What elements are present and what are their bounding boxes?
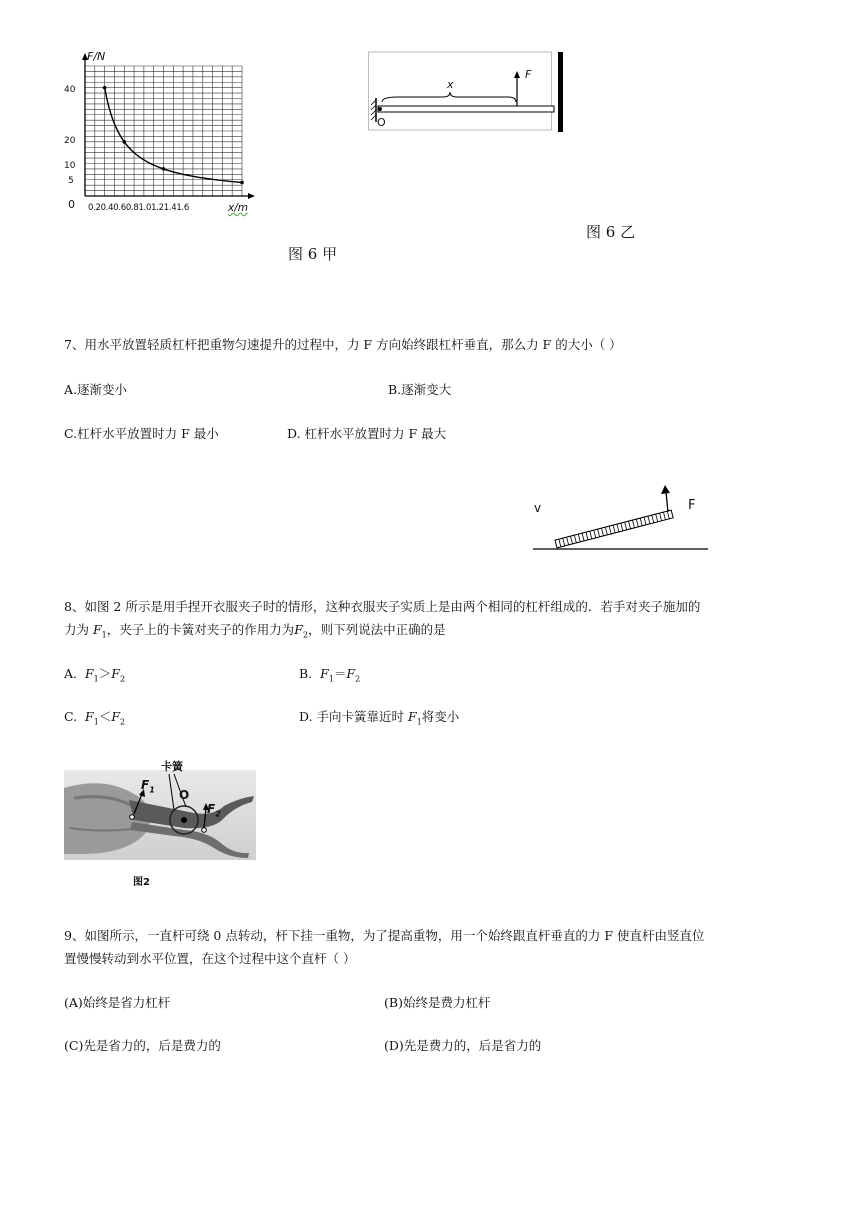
q8-option-a: A. $F_1>F_2$ — [64, 666, 126, 684]
figure-6a-caption: 图 6 甲 — [288, 245, 338, 263]
spring-label: 卡簧 — [161, 760, 183, 773]
distance-label: x — [447, 78, 454, 91]
q8-option-d: D. 手向卡簧靠近时 $F_1$将变小 — [299, 709, 460, 727]
pivot-o — [181, 817, 187, 823]
lever-diagram — [368, 50, 568, 135]
v-label: v — [534, 501, 542, 515]
q9-option-c: (C)先是省力的，后是费力的 — [64, 1038, 221, 1053]
force-arrow-head — [514, 71, 520, 78]
figure-6a — [60, 48, 280, 223]
incline-figure — [528, 480, 718, 555]
lever-bar — [378, 106, 554, 112]
clothespin-photo — [64, 758, 256, 860]
q7-option-c: C.杠杆水平放置时力 F 最小 — [64, 426, 219, 441]
pivot-label: O — [377, 116, 386, 129]
x-axis-label: x/m — [228, 202, 248, 214]
force-label: F — [525, 68, 532, 81]
q7-option-d: D. 杠杆水平放置时力 F 最大 — [287, 426, 447, 441]
x-axis-arrow — [248, 193, 255, 199]
question-9-stem-line2: 置慢慢转动到水平位置，在这个过程中这个直杆（ ） — [64, 951, 356, 966]
origin-label: 0 — [68, 198, 75, 211]
question-8-stem-line1: 8、如图 2 所示是用手捏开衣服夹子时的情形，这种衣服夹子实质上是由两个相同的杠杆组成的．若手对夹子施加的 — [64, 599, 701, 614]
question-9-stem-line1: 9、如图所示，一直杆可绕 0 点转动，杆下挂一重物，为了提高重物，用一个始终跟直杆垂直的力 F 使直杆由竖直位 — [64, 928, 705, 943]
data-point — [103, 86, 107, 90]
y-tick-10: 10 — [64, 161, 76, 171]
diagram-frame — [369, 52, 552, 130]
question-8-stem-line2: 力为 $F_1$，夹子上的卡簧对夹子的作用力为$F_2$，则下列说法中正确的是 — [64, 622, 446, 640]
data-point — [162, 167, 166, 171]
photo-caption: 图2 — [133, 877, 150, 888]
f2-photo-label: $F_2$ — [207, 802, 221, 819]
question-7-stem: 7、用水平放置轻质杠杆把重物匀速提升的过程中，力 F 方向始终跟杠杆垂直，那么力 F 的大小（ ） — [64, 337, 622, 352]
data-point — [240, 181, 244, 185]
force-distance-chart — [60, 48, 280, 223]
y-axis-label: F/N — [87, 50, 106, 63]
q7-option-a: A.逐渐变小 — [64, 382, 128, 397]
tilted-plank — [555, 510, 673, 548]
q9-option-d: (D)先是费力的，后是省力的 — [384, 1038, 542, 1053]
force-arrow-shaft — [666, 492, 668, 512]
chart-grid — [85, 66, 242, 196]
y-tick-40: 40 — [64, 85, 76, 95]
q9-option-a: (A)始终是省力杠杆 — [64, 995, 171, 1010]
force-arrow-head — [661, 485, 670, 494]
incline-diagram — [528, 480, 718, 555]
y-tick-5: 5 — [68, 176, 74, 186]
x-tick-labels: 0.20.40.60.81.01.21.41.6 — [88, 203, 189, 213]
q8-option-c: C. $F_1<F_2$ — [64, 709, 126, 727]
o-photo-label: O — [179, 788, 190, 802]
y-tick-20: 20 — [64, 136, 76, 146]
f-label: F — [688, 498, 696, 513]
right-bar — [558, 52, 563, 132]
pivot-point — [378, 107, 382, 111]
q9-option-b: (B)始终是费力杠杆 — [384, 995, 491, 1010]
f1-photo-label: $F_1$ — [141, 778, 155, 795]
f2-point — [202, 828, 207, 833]
data-point — [122, 140, 126, 144]
q7-option-b: B.逐渐变大 — [388, 382, 452, 397]
f1-point — [130, 815, 135, 820]
clothespin-illustration — [64, 758, 256, 860]
q8-option-b: B. $F_1=F_2$ — [299, 666, 361, 684]
figure-6b — [368, 50, 568, 135]
figure-6b-caption: 图 6 乙 — [586, 223, 636, 241]
distance-brace — [382, 92, 516, 102]
